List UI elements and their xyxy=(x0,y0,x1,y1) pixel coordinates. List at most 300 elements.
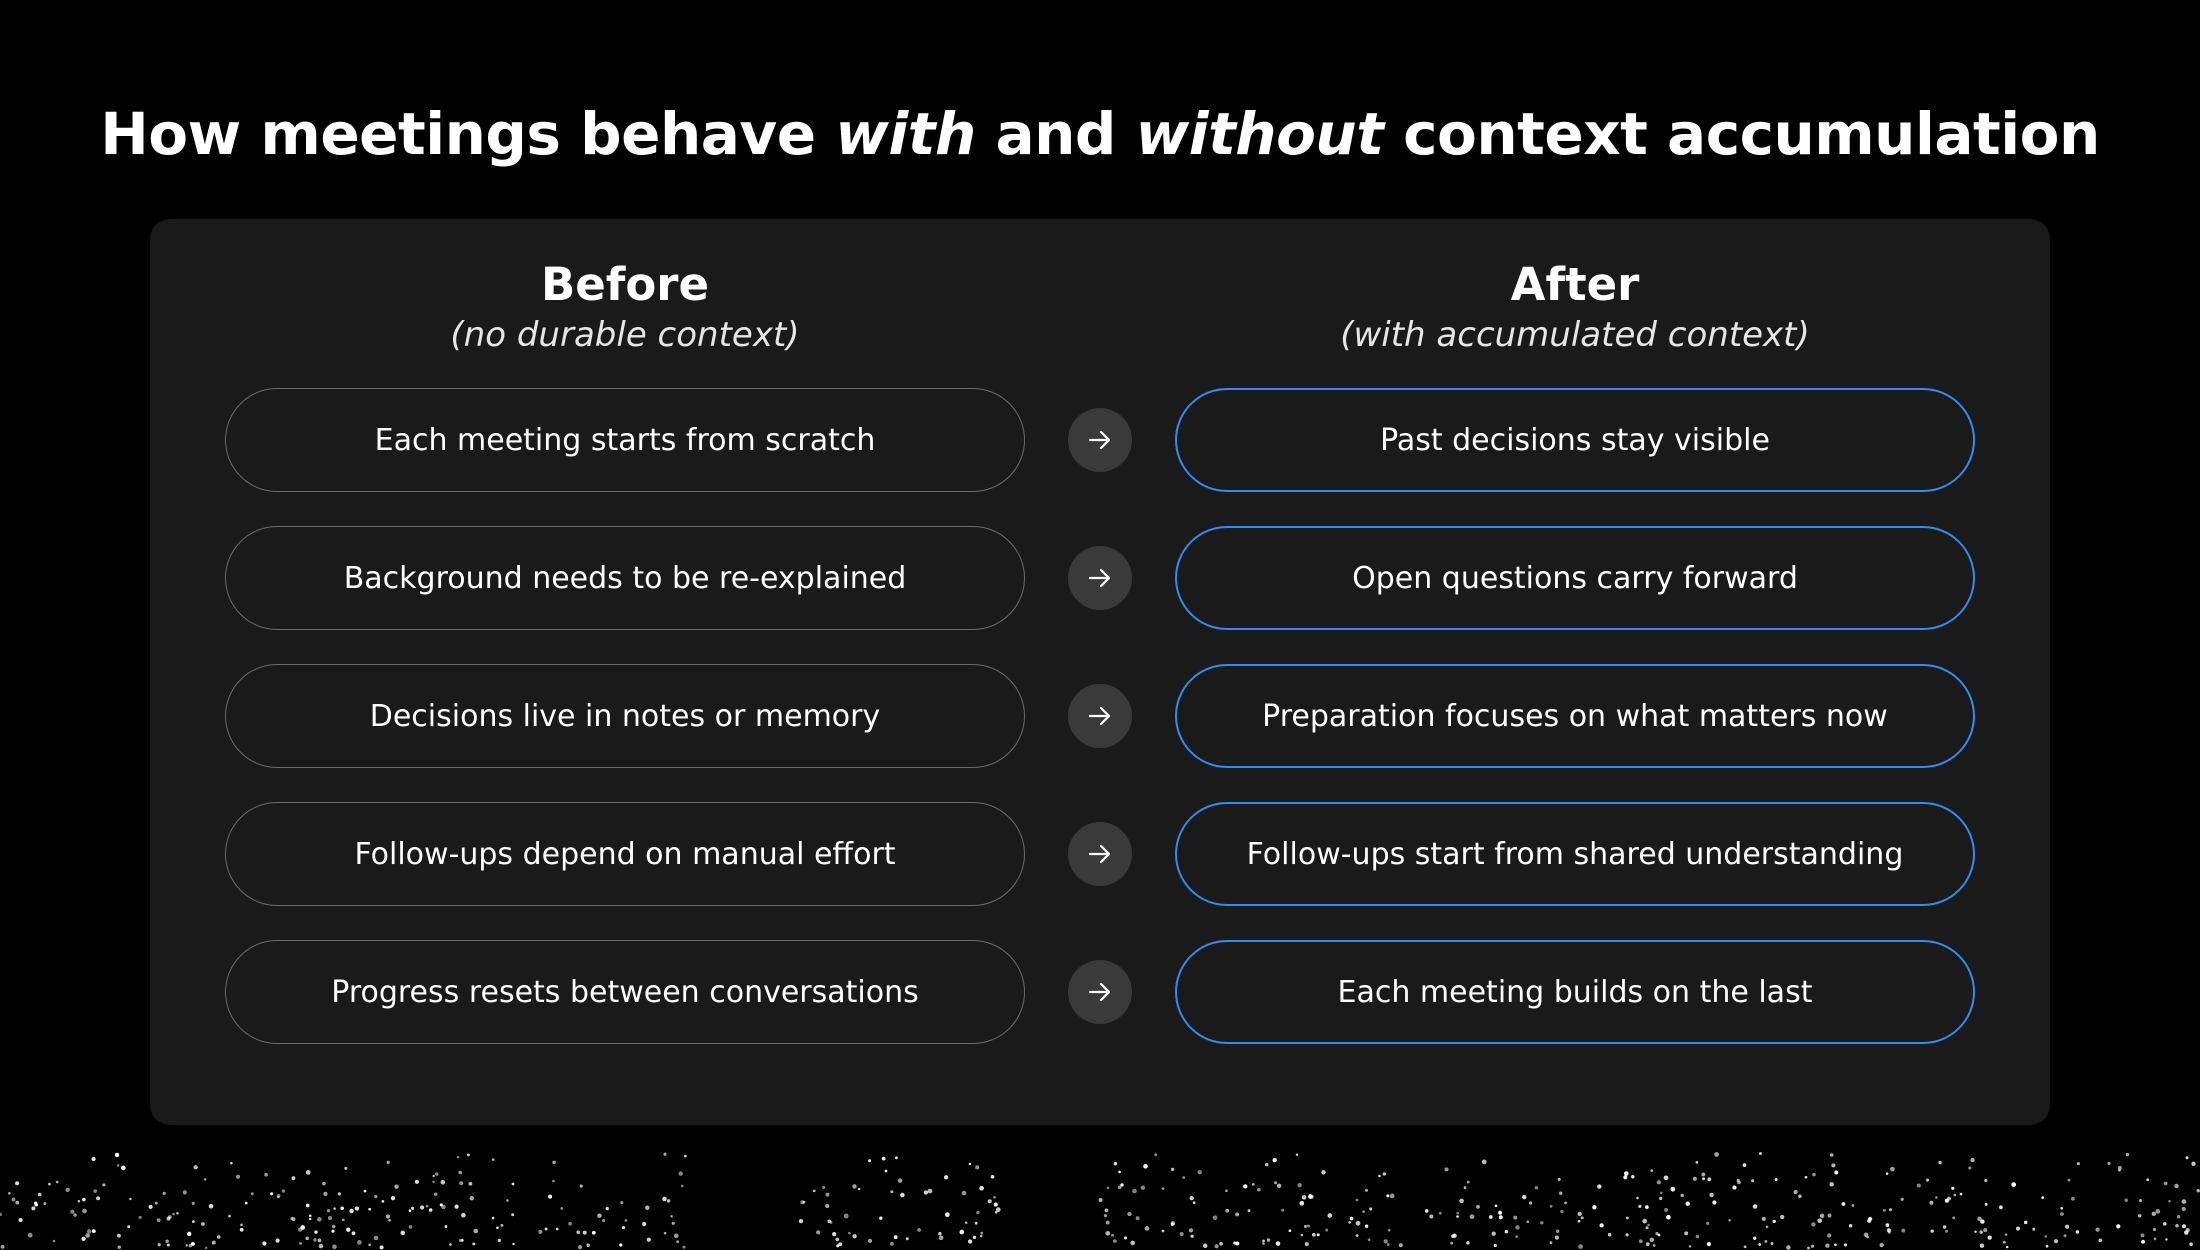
decorative-dot xyxy=(980,1232,983,1235)
decorative-dot xyxy=(2189,1242,2193,1246)
decorative-dot xyxy=(1515,1235,1518,1238)
decorative-dot xyxy=(592,1231,596,1235)
decorative-dot xyxy=(1751,1179,1754,1182)
decorative-dot xyxy=(684,1155,687,1158)
decorative-dot xyxy=(868,1239,872,1243)
decorative-dot xyxy=(1356,1199,1359,1202)
decorative-dot xyxy=(2054,1239,2058,1243)
decorative-dot xyxy=(1842,1202,1846,1206)
decorative-dot xyxy=(965,1221,967,1223)
decorative-dot xyxy=(1938,1161,1941,1164)
decorative-dot xyxy=(825,1204,829,1208)
decorative-dot xyxy=(975,1222,978,1225)
decorative-dot xyxy=(2005,1233,2008,1236)
after-column-header xyxy=(1175,257,1975,357)
decorative-dot xyxy=(309,1218,311,1220)
after-item: Preparation focuses on what matters now xyxy=(1175,664,1975,768)
decorative-dot xyxy=(1225,1189,1228,1192)
decorative-dot xyxy=(102,1183,105,1186)
decorative-dot xyxy=(538,1230,542,1234)
decorative-dot xyxy=(1132,1189,1137,1194)
decorative-dot xyxy=(1820,1214,1825,1219)
decorative-dot xyxy=(663,1153,666,1156)
after-subheading: (with accumulated context) xyxy=(1340,315,1810,355)
decorative-dot xyxy=(167,1244,170,1247)
decorative-dot xyxy=(973,1236,976,1239)
decorative-dot xyxy=(1689,1245,1692,1248)
decorative-dot xyxy=(556,1228,559,1231)
decorative-dot xyxy=(1786,1245,1790,1249)
decorative-dot xyxy=(1248,1209,1251,1212)
decorative-dot xyxy=(1659,1197,1662,1200)
decorative-dot xyxy=(82,1198,85,1201)
decorative-dot xyxy=(192,1202,195,1205)
decorative-dot xyxy=(1984,1179,1987,1182)
decorative-dot xyxy=(2141,1240,2145,1244)
decorative-dot xyxy=(2139,1199,2142,1202)
decorative-dot xyxy=(2041,1196,2044,1199)
decorative-dot xyxy=(995,1211,997,1213)
decorative-dot xyxy=(1953,1194,1956,1197)
decorative-dot xyxy=(670,1215,672,1217)
decorative-dot xyxy=(548,1195,552,1199)
decorative-dot xyxy=(380,1245,384,1249)
decorative-dot xyxy=(1305,1242,1309,1246)
decorative-dot xyxy=(327,1209,330,1212)
decorative-dot xyxy=(346,1228,350,1232)
decorative-dot xyxy=(799,1219,803,1223)
decorative-dot xyxy=(2175,1224,2179,1228)
decorative-dot xyxy=(387,1161,390,1164)
decorative-dot xyxy=(1154,1153,1157,1156)
decorative-dot xyxy=(1844,1243,1847,1246)
decorative-dot xyxy=(1686,1202,1690,1206)
decorative-dot xyxy=(512,1183,515,1186)
decorative-dot xyxy=(1145,1226,1150,1231)
decorative-dot xyxy=(349,1209,354,1214)
decorative-dot xyxy=(1864,1233,1868,1237)
decorative-dot xyxy=(1368,1238,1371,1241)
decorative-dot xyxy=(374,1236,378,1240)
decorative-dot xyxy=(1369,1207,1372,1210)
decorative-dot xyxy=(236,1175,240,1179)
decorative-dot xyxy=(1639,1239,1643,1243)
before-item: Decisions live in notes or memory xyxy=(225,664,1025,768)
decorative-dot xyxy=(1265,1163,1269,1167)
decorative-dot xyxy=(1317,1233,1320,1236)
decorative-dot xyxy=(1233,1241,1236,1244)
decorative-dot xyxy=(1980,1243,1985,1248)
decorative-dot xyxy=(81,1237,85,1241)
decorative-dot xyxy=(498,1239,501,1242)
decorative-dot xyxy=(240,1228,244,1232)
decorative-dot xyxy=(1650,1238,1654,1242)
decorative-dot xyxy=(118,1245,121,1248)
decorative-dot xyxy=(1281,1209,1284,1212)
decorative-dot xyxy=(1262,1242,1265,1245)
decorative-dot xyxy=(552,1180,555,1183)
before-item: Follow-ups depend on manual effort xyxy=(225,802,1025,906)
decorative-dot xyxy=(270,1192,273,1195)
decorative-dot xyxy=(2077,1162,2080,1165)
decorative-dot xyxy=(319,1244,324,1249)
decorative-dot xyxy=(386,1214,390,1218)
decorative-dot xyxy=(1182,1176,1185,1179)
decorative-dot xyxy=(1758,1243,1761,1246)
decorative-dot xyxy=(38,1193,42,1197)
decorative-dot xyxy=(858,1188,860,1190)
comparison-row xyxy=(225,940,1975,1044)
decorative-dot xyxy=(1852,1204,1855,1207)
arrow-right-icon xyxy=(1068,960,1132,1024)
decorative-dot xyxy=(1105,1208,1109,1212)
decorative-dot xyxy=(441,1205,445,1209)
decorative-dot xyxy=(1276,1241,1281,1246)
decorative-dot xyxy=(1304,1225,1307,1228)
comparison-row xyxy=(225,802,1975,906)
decorative-dot xyxy=(1365,1189,1368,1192)
decorative-dot xyxy=(328,1216,332,1220)
decorative-dot xyxy=(1348,1221,1351,1224)
decorative-dot xyxy=(1830,1182,1834,1186)
decorative-dot xyxy=(1302,1195,1307,1200)
decorative-dot xyxy=(1111,1234,1114,1237)
decorative-dot xyxy=(1387,1243,1390,1246)
after-item: Follow-ups start from shared understanding xyxy=(1175,802,1975,906)
decorative-dot xyxy=(8,1192,11,1195)
decorative-dot xyxy=(1701,1173,1705,1177)
decorative-dot xyxy=(290,1217,293,1220)
decorative-dot xyxy=(1714,1152,1719,1157)
decorative-dot xyxy=(388,1219,391,1222)
decorative-dot xyxy=(890,1242,894,1246)
decorative-dot xyxy=(991,1175,995,1179)
decorative-dot xyxy=(332,1225,336,1229)
comparison-row xyxy=(225,388,1975,492)
decorative-dot xyxy=(2118,1166,2122,1170)
decorative-dot xyxy=(1581,1216,1584,1219)
decorative-dot xyxy=(1296,1153,1298,1155)
decorative-dot xyxy=(1753,1237,1756,1240)
decorative-dot xyxy=(1647,1224,1649,1226)
decorative-dot xyxy=(56,1181,59,1184)
decorative-dot xyxy=(1267,1238,1270,1241)
decorative-dot xyxy=(1702,1177,1705,1180)
decorative-dot xyxy=(409,1225,413,1229)
decorative-dot xyxy=(1793,1190,1797,1194)
decorative-dot xyxy=(1555,1236,1559,1240)
decorative-dot xyxy=(1988,1235,1992,1239)
decorative-dot xyxy=(474,1229,479,1234)
decorative-dot xyxy=(1162,1230,1165,1233)
decorative-dot xyxy=(597,1214,601,1218)
decorative-dot xyxy=(822,1186,825,1189)
decorative-dot xyxy=(19,1218,23,1222)
decorative-dot xyxy=(1960,1193,1963,1196)
decorative-dot xyxy=(879,1217,882,1220)
decorative-dot xyxy=(1127,1212,1131,1216)
decorative-dot xyxy=(1456,1212,1459,1215)
decorative-dot xyxy=(568,1222,572,1226)
decorative-dot xyxy=(1495,1204,1498,1207)
decorative-dot xyxy=(2071,1197,2075,1201)
decorative-dot xyxy=(2032,1228,2035,1231)
decorative-dot xyxy=(364,1190,367,1193)
decorative-dot xyxy=(968,1239,972,1243)
decorative-dot xyxy=(92,1157,96,1161)
decorative-dot xyxy=(1759,1152,1762,1155)
after-item: Past decisions stay visible xyxy=(1175,388,1975,492)
decorative-dot xyxy=(1535,1186,1538,1189)
decorative-dot xyxy=(980,1235,983,1238)
decorative-dot xyxy=(962,1191,967,1196)
decorative-dot xyxy=(432,1175,435,1178)
decorative-dot xyxy=(1362,1210,1365,1213)
decorative-dot xyxy=(1113,1239,1117,1243)
decorative-dot xyxy=(1114,1162,1117,1165)
decorative-dot xyxy=(1974,1231,1976,1233)
decorative-dot xyxy=(1889,1208,1892,1211)
decorative-dot xyxy=(506,1199,508,1201)
decorative-dot xyxy=(1901,1198,1904,1201)
decorative-dot xyxy=(1225,1209,1229,1213)
decorative-dot xyxy=(2182,1199,2187,1204)
decorative-dot xyxy=(2076,1230,2079,1233)
decorative-dot xyxy=(245,1202,248,1205)
decorative-dot xyxy=(1262,1239,1265,1242)
decorative-dot xyxy=(645,1206,649,1210)
decorative-dot xyxy=(2125,1199,2128,1202)
decorative-dot xyxy=(1880,1243,1884,1247)
decorative-dot xyxy=(1515,1225,1519,1229)
decorative-dot xyxy=(587,1244,590,1247)
decorative-dot xyxy=(2024,1221,2028,1225)
decorative-dot xyxy=(1439,1212,1442,1215)
before-item: Each meeting starts from scratch xyxy=(225,388,1025,492)
decorative-dot xyxy=(368,1243,371,1246)
decorative-dot xyxy=(15,1181,19,1185)
decorative-dot xyxy=(1849,1224,1853,1228)
decorative-dot xyxy=(664,1232,667,1235)
decorative-dot xyxy=(1834,1170,1838,1174)
decorative-dot xyxy=(1929,1201,1933,1205)
decorative-dot xyxy=(1645,1226,1648,1229)
decorative-dot xyxy=(1499,1215,1503,1219)
decorative-dot xyxy=(1592,1205,1596,1209)
before-item: Background needs to be re-explained xyxy=(225,526,1025,630)
decorative-dot xyxy=(898,1178,903,1183)
decorative-dot xyxy=(78,1200,81,1203)
decorative-dot xyxy=(994,1203,998,1207)
decorative-dot xyxy=(230,1162,233,1165)
decorative-dot xyxy=(1775,1178,1778,1181)
decorative-dot xyxy=(2152,1212,2156,1216)
decorative-dot xyxy=(139,1216,142,1219)
decorative-dot xyxy=(1926,1179,1929,1182)
decorative-dot xyxy=(1753,1204,1758,1209)
decorative-dot xyxy=(1696,1161,1699,1164)
decorative-dot xyxy=(1798,1195,1801,1198)
decorative-dot xyxy=(1737,1179,1740,1182)
page-title: How meetings behave with and without context accumulation xyxy=(100,100,2100,168)
decorative-dot xyxy=(1492,1232,1496,1236)
decorative-dot xyxy=(938,1232,942,1236)
decorative-dot xyxy=(960,1230,965,1235)
decorative-dot xyxy=(1636,1197,1639,1200)
decorative-dot xyxy=(2154,1238,2157,1241)
decorative-dot xyxy=(682,1246,685,1249)
after-heading: After xyxy=(1510,258,1640,311)
decorative-dot xyxy=(15,1201,19,1205)
decorative-dot xyxy=(2063,1234,2066,1237)
decorative-dot xyxy=(1812,1173,1816,1177)
decorative-dot xyxy=(411,1207,414,1210)
decorative-dot xyxy=(374,1195,377,1198)
decorative-dot xyxy=(340,1206,344,1210)
decorative-dot xyxy=(2116,1224,2120,1228)
decorative-dot xyxy=(332,1245,337,1250)
decorative-dot xyxy=(1653,1244,1656,1247)
decorative-dot xyxy=(1827,1233,1831,1237)
decorative-dot xyxy=(1608,1233,1611,1236)
decorative-dot xyxy=(158,1243,161,1246)
decorative-dot xyxy=(1560,1210,1563,1213)
decorative-dot xyxy=(492,1217,495,1220)
decorative-dot xyxy=(1310,1195,1314,1199)
after-item: Each meeting builds on the last xyxy=(1175,940,1975,1044)
decorative-dot xyxy=(1817,1218,1822,1223)
decorative-dot xyxy=(975,1165,979,1169)
decorative-dot xyxy=(1399,1243,1403,1247)
decorative-dot xyxy=(317,1217,322,1222)
decorative-dot xyxy=(1773,1220,1776,1223)
decorative-dot xyxy=(830,1221,833,1224)
decorative-dot xyxy=(165,1239,169,1243)
decorative-dot xyxy=(1830,1153,1834,1157)
decorative-dot xyxy=(1564,1202,1567,1205)
decorative-dot xyxy=(2146,1178,2149,1181)
decorative-dot xyxy=(1650,1169,1653,1172)
decorative-dot xyxy=(1646,1242,1650,1246)
decorative-dot xyxy=(890,1190,893,1193)
decorative-dot xyxy=(1297,1183,1301,1187)
decorative-dot xyxy=(322,1182,326,1186)
decorative-dot xyxy=(1664,1208,1668,1212)
decorative-dot xyxy=(1494,1244,1497,1247)
decorative-dot xyxy=(457,1156,459,1158)
comparison-panel xyxy=(150,219,2050,1125)
decorative-dot xyxy=(924,1190,928,1194)
decorative-dot xyxy=(1707,1177,1711,1181)
decorative-dot xyxy=(1273,1158,1277,1162)
decorative-dot xyxy=(1684,1231,1688,1235)
decorative-dot xyxy=(1456,1215,1459,1218)
decorative-dot xyxy=(163,1192,166,1195)
decorative-dot xyxy=(1707,1242,1711,1246)
decorative-dot xyxy=(409,1209,412,1212)
decorative-dot xyxy=(292,1176,296,1180)
decorative-dot xyxy=(1970,1158,1974,1162)
decorative-dot xyxy=(868,1159,871,1162)
decorative-dot xyxy=(1828,1214,1832,1218)
decorative-dot xyxy=(561,1207,564,1210)
decorative-dot xyxy=(895,1156,898,1159)
decorative-dot xyxy=(602,1219,605,1222)
decorative-dot xyxy=(1578,1212,1582,1216)
before-heading: Before xyxy=(540,258,710,311)
decorative-dot xyxy=(117,1164,120,1167)
decorative-dot xyxy=(194,1165,198,1169)
decorative-dot xyxy=(429,1208,433,1212)
decorative-dot xyxy=(1887,1228,1891,1232)
decorative-dot-field xyxy=(0,1140,2200,1250)
decorative-dot xyxy=(1219,1242,1223,1246)
decorative-dot xyxy=(1215,1244,1219,1248)
decorative-dot xyxy=(1498,1211,1502,1215)
decorative-dot xyxy=(1943,1225,1947,1229)
decorative-dot xyxy=(2060,1207,2063,1210)
decorative-dot xyxy=(2138,1214,2141,1217)
decorative-dot xyxy=(620,1201,623,1204)
decorative-dot xyxy=(1350,1217,1354,1221)
decorative-dot xyxy=(1743,1163,1747,1167)
decorative-dot xyxy=(1327,1213,1332,1218)
decorative-dot xyxy=(993,1196,996,1199)
decorative-dot xyxy=(299,1242,302,1245)
decorative-dot xyxy=(1105,1231,1110,1236)
decorative-dot xyxy=(382,1200,385,1203)
decorative-dot xyxy=(838,1242,842,1246)
decorative-dot xyxy=(1951,1187,1954,1190)
decorative-dot xyxy=(192,1220,195,1223)
decorative-dot xyxy=(2046,1245,2049,1248)
decorative-dot xyxy=(368,1208,371,1211)
decorative-dot xyxy=(323,1192,327,1196)
decorative-dot xyxy=(1384,1239,1388,1243)
arrow-right-icon xyxy=(1068,408,1132,472)
arrow-right-icon xyxy=(1068,684,1132,748)
decorative-dot xyxy=(1243,1184,1247,1188)
decorative-dot xyxy=(264,1173,268,1177)
decorative-dot xyxy=(1693,1177,1697,1181)
decorative-dot xyxy=(306,1170,311,1175)
decorative-dot xyxy=(251,1192,254,1195)
decorative-dot xyxy=(1325,1229,1328,1232)
decorative-dot xyxy=(48,1183,51,1186)
decorative-dot xyxy=(512,1243,514,1245)
decorative-dot xyxy=(1550,1205,1553,1208)
decorative-dot xyxy=(1599,1223,1603,1227)
decorative-dot xyxy=(674,1234,679,1239)
decorative-dot xyxy=(988,1199,992,1203)
decorative-dot xyxy=(2095,1227,2099,1231)
decorative-dot xyxy=(1631,1175,1635,1179)
decorative-dot xyxy=(1307,1224,1310,1227)
decorative-dot xyxy=(282,1189,285,1192)
decorative-dot xyxy=(34,1202,37,1205)
decorative-dot xyxy=(458,1171,462,1175)
decorative-dot xyxy=(835,1238,839,1242)
decorative-dot xyxy=(469,1182,473,1186)
decorative-dot xyxy=(979,1186,984,1191)
decorative-dot xyxy=(2168,1200,2171,1203)
decorative-dot xyxy=(1257,1188,1261,1192)
decorative-dot xyxy=(1386,1194,1389,1197)
decorative-dot xyxy=(969,1163,971,1165)
decorative-dot xyxy=(1664,1175,1669,1180)
decorative-dot xyxy=(1559,1192,1562,1195)
decorative-dot xyxy=(1666,1215,1671,1220)
